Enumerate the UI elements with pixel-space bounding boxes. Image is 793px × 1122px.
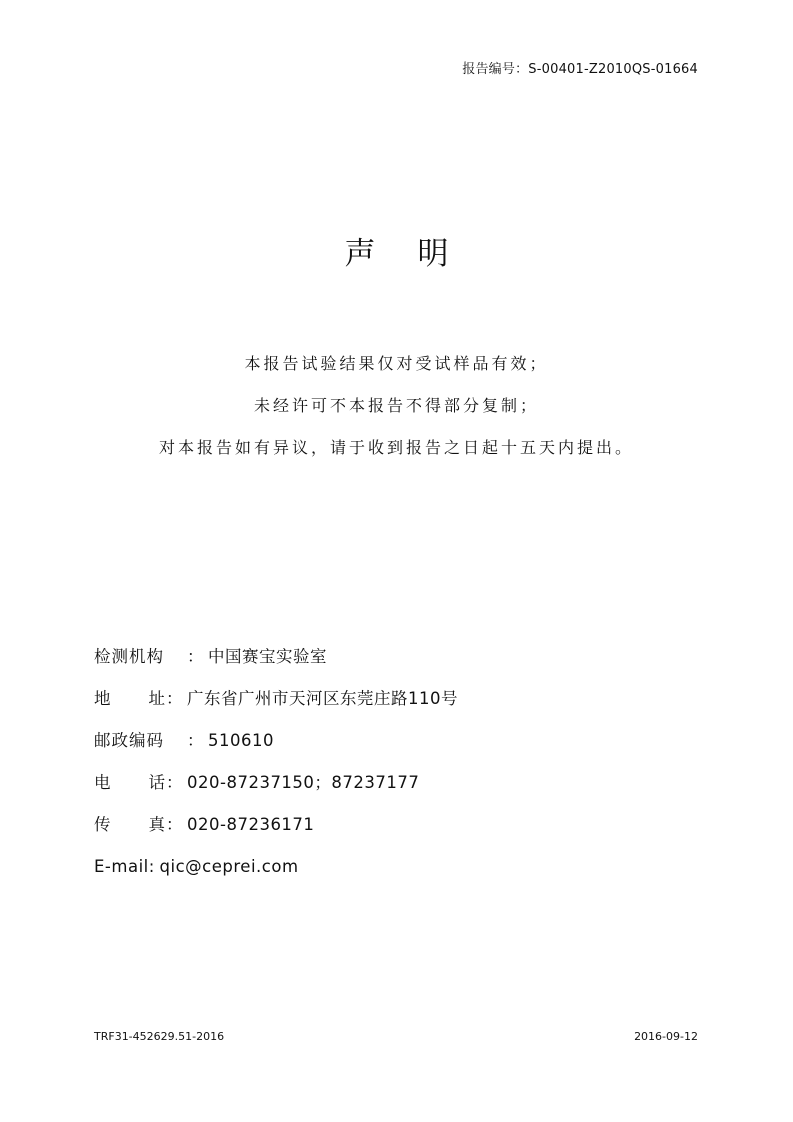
colon: ： [187, 731, 204, 750]
institution-value: 中国赛宝实验室 [208, 647, 327, 666]
statement-list [0, 353, 793, 479]
address-label: 地址 [94, 689, 166, 708]
email-colon: : [148, 857, 160, 876]
page-title: 声明 [344, 236, 491, 272]
email-label: E-mail [94, 857, 149, 876]
postcode-label: 邮政编码 [94, 731, 164, 750]
institution-label: 检测机构 [94, 647, 164, 666]
statement-validity: 本报告试验结果仅对受试样品有效； [244, 354, 549, 373]
contact-row-fax [94, 814, 458, 835]
contact-block [94, 646, 458, 898]
footer-doc-code: TRF31-452629.51-2016 [94, 1030, 225, 1043]
contact-row-email [94, 856, 458, 877]
contact-row-institution [94, 646, 458, 667]
contact-row-postcode [94, 730, 458, 751]
phone-label: 电话 [94, 773, 166, 792]
email-value[interactable]: qic@ceprei.com [159, 857, 299, 876]
colon: ： [166, 689, 183, 708]
fax-label: 传真 [94, 815, 166, 834]
contact-row-address [94, 688, 458, 709]
fax-value: 020-87236171 [187, 815, 315, 834]
phone-value: 020-87237150；87237177 [187, 773, 420, 792]
colon: ： [166, 773, 183, 792]
footer-date: 2016-09-12 [634, 1030, 698, 1043]
report-number: 报告编号：S-00401-Z2010QS-01664 [462, 62, 698, 77]
statement-copy: 未经许可不本报告不得部分复制； [253, 396, 539, 415]
colon: ： [187, 647, 204, 666]
contact-row-phone [94, 772, 458, 793]
colon: ： [166, 815, 183, 834]
address-value: 广东省广州市天河区东莞庄路110号 [187, 689, 458, 708]
postcode-value: 510610 [208, 731, 274, 750]
statement-objection: 对本报告如有异议，请于收到报告之日起十五天内提出。 [158, 438, 634, 457]
